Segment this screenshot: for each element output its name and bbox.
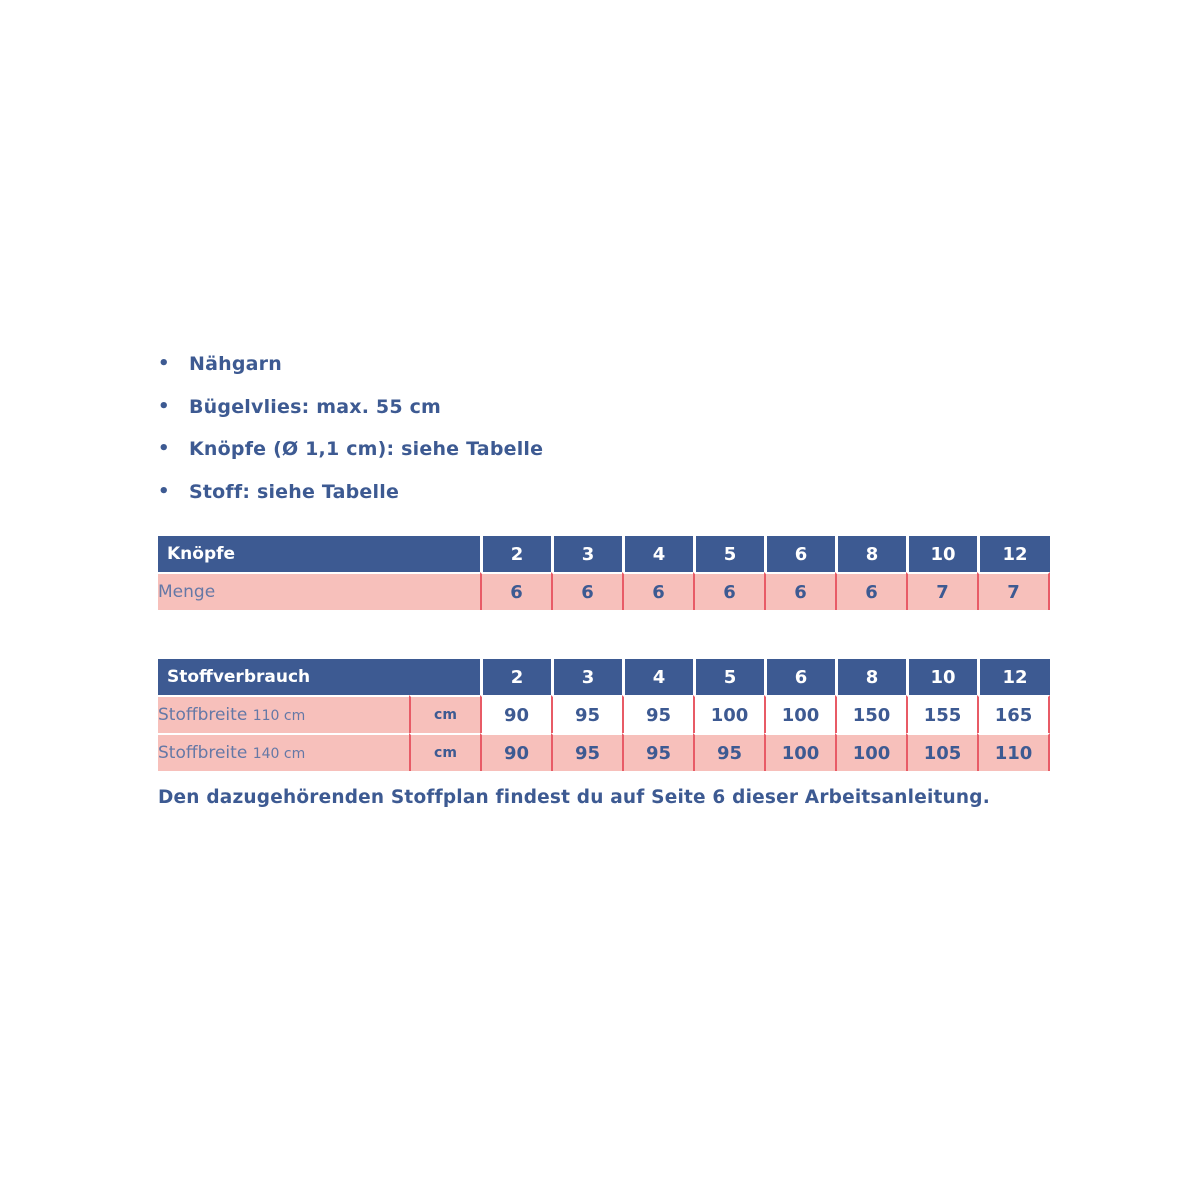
table-header-row: [158, 536, 1050, 572]
size-header: 8: [835, 536, 906, 572]
row-label: Menge: [158, 572, 480, 610]
size-header: 12: [977, 659, 1050, 695]
buttons-table: [158, 536, 1050, 610]
size-header: 2: [480, 536, 551, 572]
size-header: 10: [906, 536, 977, 572]
size-header: 6: [764, 659, 835, 695]
table-row: [158, 733, 1050, 771]
table-cell: 110: [977, 733, 1050, 771]
materials-list: [158, 345, 543, 515]
table-cell: 95: [622, 733, 693, 771]
size-header: 10: [906, 659, 977, 695]
unit-cell: cm: [409, 733, 480, 771]
table-cell: 6: [764, 572, 835, 610]
table-cell: 100: [764, 733, 835, 771]
size-header: 4: [622, 659, 693, 695]
table-cell: 7: [906, 572, 977, 610]
list-item: [158, 473, 543, 516]
list-item-text: Knöpfe (Ø 1,1 cm): siehe Tabelle: [189, 438, 544, 460]
table-cell: 7: [977, 572, 1050, 610]
bullet-icon: •: [158, 353, 170, 374]
row-label: [158, 733, 409, 771]
size-header: 3: [551, 536, 622, 572]
row-label-text: Stoffbreite: [158, 743, 248, 763]
list-item-text: Nähgarn: [189, 353, 282, 375]
size-header: 5: [693, 536, 764, 572]
size-header: 2: [480, 659, 551, 695]
table-cell: 6: [622, 572, 693, 610]
table-cell: 6: [693, 572, 764, 610]
list-item-text: Bügelvlies: max. 55 cm: [189, 395, 442, 418]
size-header: 12: [977, 536, 1050, 572]
size-header: 5: [693, 659, 764, 695]
table-cell: 155: [906, 695, 977, 733]
fabric-table-title: Stoffverbrauch: [158, 659, 480, 695]
table-cell: 90: [480, 695, 551, 733]
list-item: [158, 345, 543, 388]
table-cell: 90: [480, 733, 551, 771]
table-cell: 95: [622, 695, 693, 733]
table-cell: 165: [977, 695, 1050, 733]
size-header: 3: [551, 659, 622, 695]
size-header: 8: [835, 659, 906, 695]
bullet-icon: •: [158, 480, 170, 502]
row-label-width: 110 cm: [252, 708, 306, 724]
list-item: [158, 430, 543, 473]
row-label-text: Stoffbreite: [158, 705, 248, 725]
table-cell: 6: [480, 572, 551, 610]
table-cell: 100: [835, 733, 906, 771]
size-header: 4: [622, 536, 693, 572]
list-item-text: Stoff: siehe Tabelle: [189, 480, 400, 503]
table-cell: 6: [835, 572, 906, 610]
table-row: [158, 572, 1050, 610]
table-row: [158, 695, 1050, 733]
row-label: [158, 695, 409, 733]
table-cell: 100: [693, 695, 764, 733]
list-item: [158, 388, 543, 431]
size-header: 6: [764, 536, 835, 572]
bullet-icon: •: [158, 438, 170, 459]
table-header-row: [158, 659, 1050, 695]
table-cell: 150: [835, 695, 906, 733]
bullet-icon: •: [158, 395, 170, 417]
row-label-width: 140 cm: [252, 746, 306, 762]
table-cell: 6: [551, 572, 622, 610]
table-cell: 95: [693, 733, 764, 771]
table-cell: 95: [551, 733, 622, 771]
buttons-table-title: Knöpfe: [158, 536, 480, 572]
footer-note: Den dazugehörenden Stoffplan findest du auf Seite 6 dieser Arbeitsanleitung.: [158, 787, 990, 808]
table-cell: 95: [551, 695, 622, 733]
fabric-table: [158, 659, 1050, 771]
table-cell: 105: [906, 733, 977, 771]
table-cell: 100: [764, 695, 835, 733]
unit-cell: cm: [409, 695, 480, 733]
